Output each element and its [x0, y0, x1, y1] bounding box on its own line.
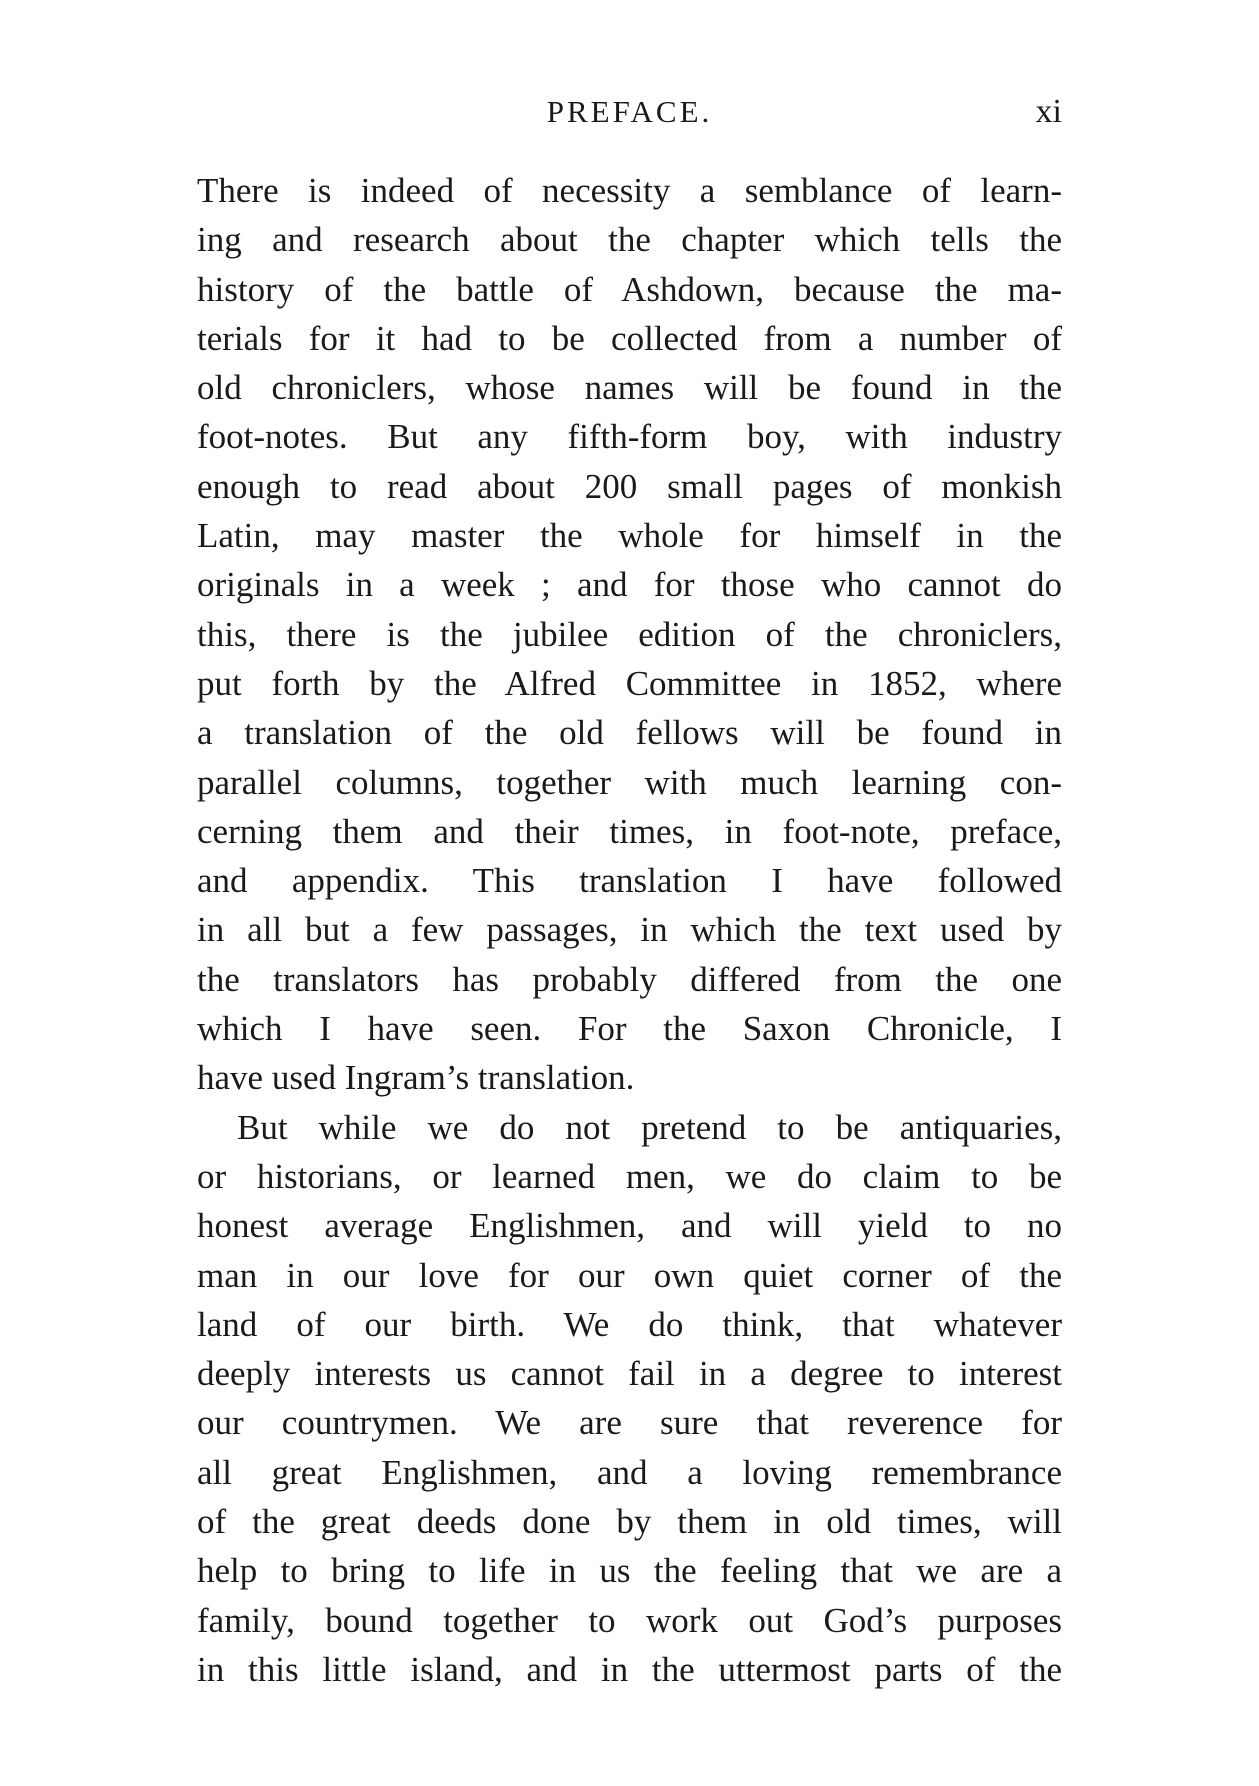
- text-line: the translators has probably differed from the one: [197, 959, 1062, 999]
- text-line: There is indeed of necessity a semblance of learn-: [197, 171, 1062, 210]
- text-line: old chroniclers, whose names will be found in the: [197, 368, 1062, 408]
- text-line: enough to read about 200 small pages of monkish: [197, 466, 1062, 506]
- text-line: foot-notes. But any fifth-form boy, with industry: [197, 417, 1062, 457]
- paragraph-end-line: have used Ingram’s translation.: [197, 1058, 635, 1098]
- text-line: cerning them and their times, in foot-note, preface,: [197, 811, 1062, 851]
- text-line: terials for it had to be collected from a number of: [197, 318, 1062, 358]
- text-line: history of the battle of Ashdown, because the ma-: [197, 269, 1062, 309]
- text-line: ing and research about the chapter which tells the: [197, 220, 1062, 260]
- running-head: [197, 88, 1062, 136]
- text-line: which I have seen. For the Saxon Chronicle, I: [197, 1009, 1062, 1049]
- text-line: family, bound together to work out God’s purposes: [197, 1600, 1062, 1640]
- paragraph-start-line: But while we do not pretend to be antiquaries,: [237, 1107, 1062, 1147]
- text-line: a translation of the old fellows will be found in: [197, 713, 1062, 753]
- text-line: of the great deeds done by them in old times, will: [197, 1502, 1062, 1542]
- text-line: this, there is the jubilee edition of the chroniclers,: [197, 614, 1062, 654]
- page-number: xi: [1035, 93, 1062, 130]
- text-line: originals in a week ; and for those who cannot do: [197, 565, 1062, 605]
- text-line: honest average Englishmen, and will yield to no: [197, 1206, 1062, 1246]
- text-line: or historians, or learned men, we do claim to be: [197, 1156, 1062, 1196]
- text-line: help to bring to life in us the feeling that we are a: [197, 1551, 1062, 1591]
- text-line: man in our love for our own quiet corner of the: [197, 1255, 1062, 1295]
- text-line: put forth by the Alfred Committee in 1852, where: [197, 663, 1062, 703]
- running-title: PREFACE.: [546, 94, 713, 129]
- text-line: our countrymen. We are sure that reverence for: [197, 1403, 1062, 1443]
- text-line: in this little island, and in the uttermost parts of the: [197, 1649, 1062, 1689]
- text-line: and appendix. This translation I have followed: [197, 861, 1062, 901]
- text-line: land of our birth. We do think, that whatever: [197, 1304, 1062, 1344]
- text-line: parallel columns, together with much learning con-: [197, 762, 1062, 802]
- body-text: [197, 166, 1062, 1694]
- text-line: Latin, may master the whole for himself in the: [197, 516, 1062, 556]
- text-line: in all but a few passages, in which the text used by: [197, 910, 1062, 950]
- text-line: deeply interests us cannot fail in a degree to interest: [197, 1354, 1062, 1394]
- text-line: all great Englishmen, and a loving remembrance: [197, 1452, 1062, 1492]
